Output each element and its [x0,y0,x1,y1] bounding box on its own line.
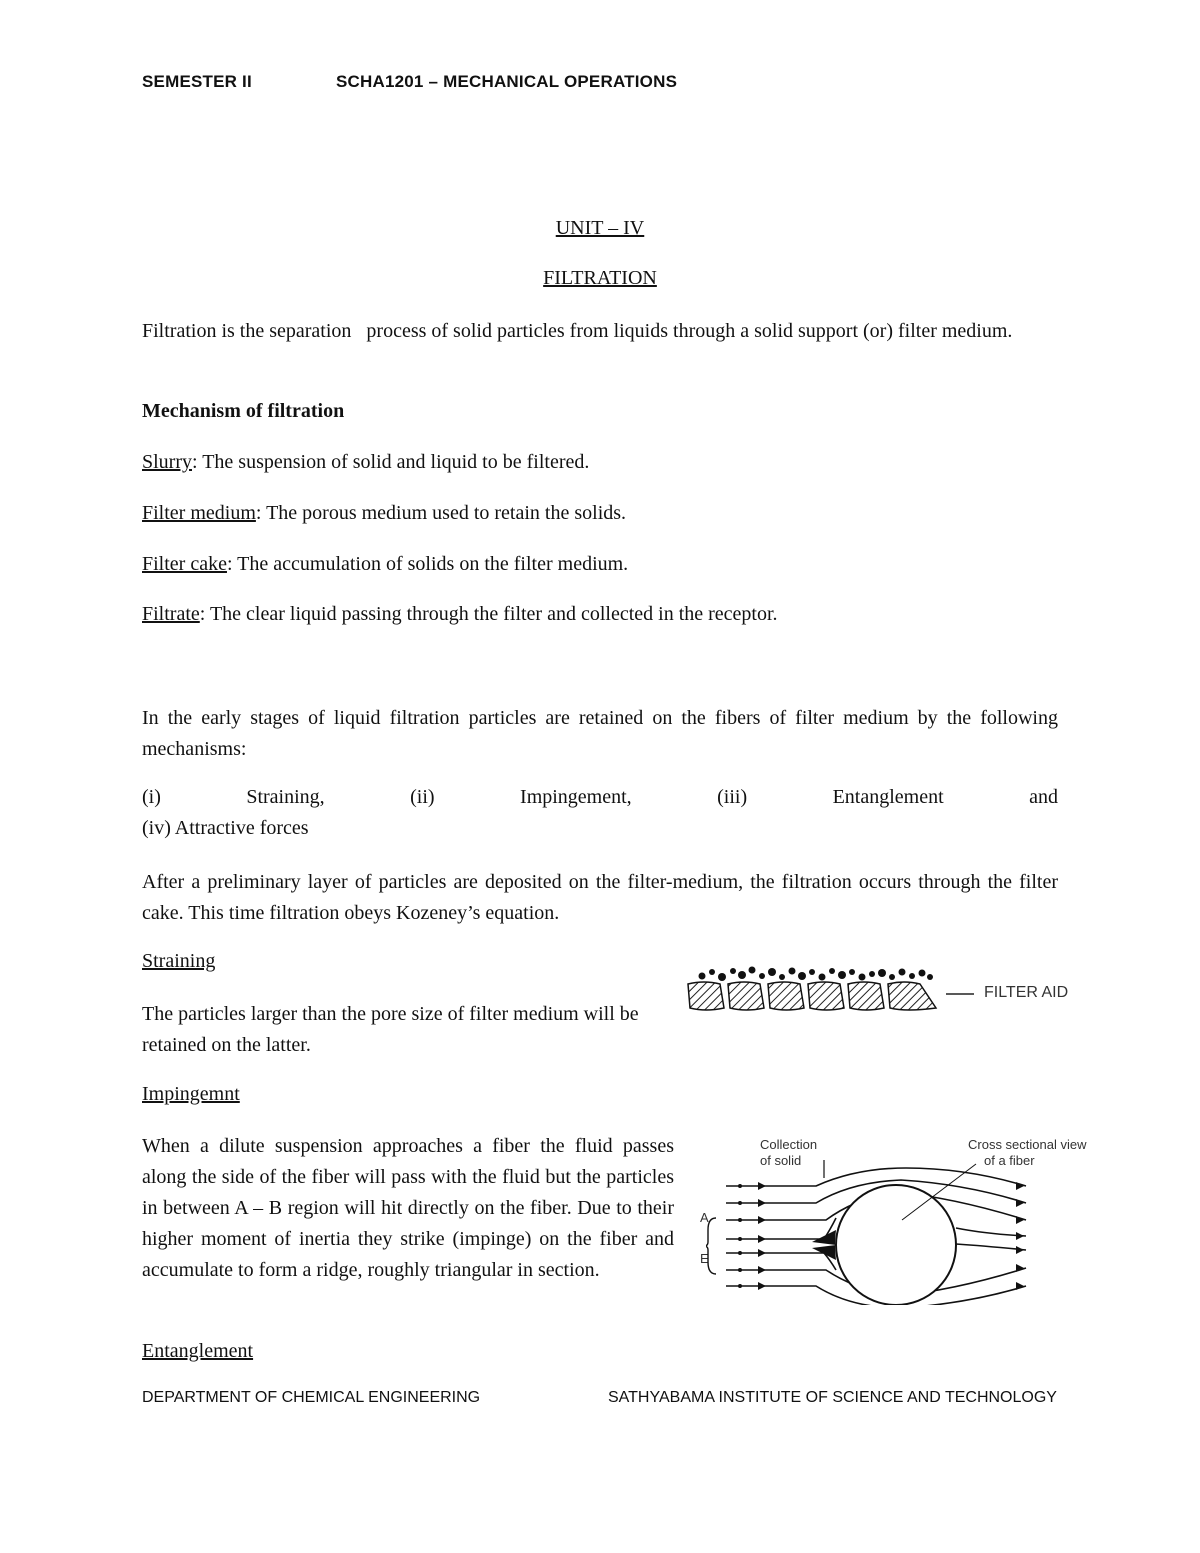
list-item: (i) [142,786,161,808]
region-label-a: A [700,1210,709,1225]
straining-heading: Straining [142,950,216,972]
collection-label-line2: of solid [760,1153,802,1168]
list-item: (ii) [410,786,435,808]
early-stage-paragraph: In the early stages of liquid filtration particles are retained on the fibers of filter medium by the following mechanisms: [142,707,1058,760]
kozeny-paragraph: After a preliminary layer of particles are deposited on the filter-medium, the filtration occurs through the filter cake. This time filtration obeys Kozeney’s equation. [142,871,1058,924]
list-item: Impingement, [520,786,632,808]
entanglement-heading: Entanglement [142,1340,254,1362]
term-definition: : The porous medium used to retain the solids. [255,502,627,524]
list-item: and [1029,786,1058,808]
definition-filter-medium [142,502,626,525]
footer-department: DEPARTMENT OF CHEMICAL ENGINEERING [142,1389,481,1406]
intro-paragraph: Filtration is the separation process of solid particles from liquids through a solid support (or) filter medium. [142,320,1013,342]
filter-aid-particles [699,967,934,982]
fiber-cross-section [836,1185,956,1305]
definition-slurry [142,451,589,474]
cross-section-label-line1: Cross sectional view [968,1137,1087,1152]
header-course: SCHA1201 – MECHANICAL OPERATIONS [336,72,678,91]
term-label: Filter cake [142,553,227,575]
mechanism-heading: Mechanism of filtration [142,400,345,422]
term-definition: : The clear liquid passing through the filter and collected in the receptor. [199,603,778,625]
term-label: Slurry [142,451,192,473]
footer-institute: SATHYABAMA INSTITUTE OF SCIENCE AND TECHNOLOGY [608,1389,1057,1406]
list-item: (iii) [717,786,748,808]
impingement-figure [706,1150,1046,1305]
unit-title: UNIT – IV [555,217,645,239]
term-definition: : The accumulation of solids on the filter medium. [226,553,629,575]
list-item: Straining, [246,786,325,808]
definition-filtrate [142,603,778,626]
definition-filter-cake [142,553,628,576]
cross-section-label-line2: of a fiber [984,1153,1035,1168]
mechanisms-list-row [142,786,1058,809]
impingement-heading: Impingemnt [142,1083,240,1105]
term-definition: : The suspension of solid and liquid to be filtered. [192,451,590,473]
mechanisms-list-row-2: (iv) Attractive forces [142,817,309,839]
filter-aid-label: FILTER AID [984,984,1069,1001]
topic-title: FILTRATION [543,267,657,289]
region-bracket [706,1218,716,1274]
impingement-paragraph: When a dilute suspension approaches a fiber the fluid passes along the side of the fiber will pass with the fluid but the particles in between A – B region will hit directly on the fiber. Due to their higher moment of inertia they strike (impinge) on the fiber and accumulate to form a ridge, roughly triangular in section. [142,1135,674,1281]
term-label: Filtrate [142,603,200,625]
region-label-b: E [700,1251,709,1266]
collection-label-line1: Collection [760,1137,818,1152]
filter-medium-blocks [688,982,936,1010]
straining-paragraph: The particles larger than the pore size of filter medium will be retained on the latter. [142,1003,639,1056]
accumulated-ridge [812,1230,836,1260]
header-semester: SEMESTER II [142,72,252,91]
term-label: Filter medium [142,502,256,524]
list-item: Entanglement [832,786,944,808]
